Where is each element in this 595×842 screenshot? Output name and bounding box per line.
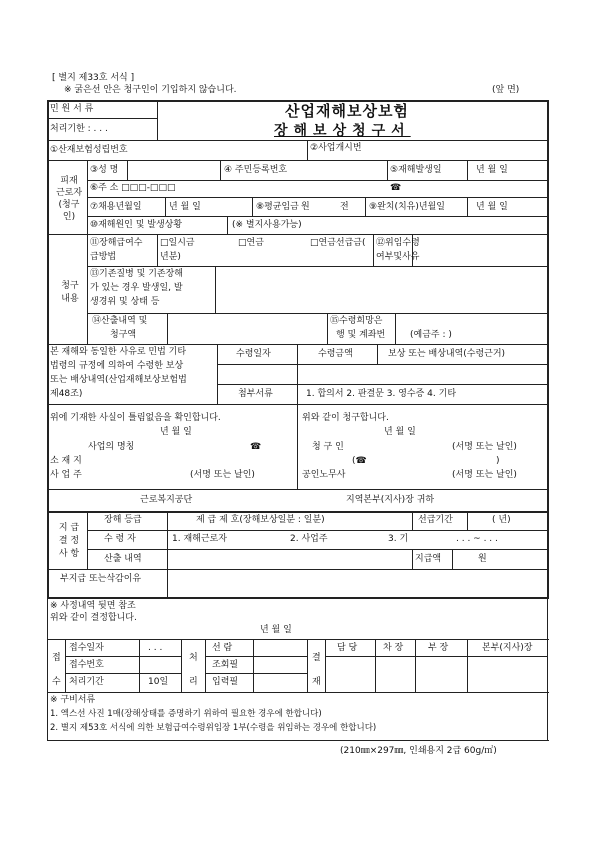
addressee-branch: 지역본부(지사)장 귀하 (346, 495, 435, 505)
claim-statement: 위와 같이 청구합니다. (302, 413, 389, 423)
option-lump-sum[interactable]: □일시금 (160, 238, 195, 248)
addressee-org: 근로복지공단 (140, 495, 193, 505)
calc-label-2: 청구액 (110, 330, 137, 340)
name-label: ③성 명 (90, 165, 119, 175)
claim-group-label: 청구 내용 (61, 281, 79, 304)
biz-phone-icon: ☎ (250, 442, 262, 452)
accident-date-value: 년 월 일 (476, 165, 508, 175)
prior-text-1: 본 재해와 동일한 사유로 민법 기타 (50, 347, 187, 357)
calc-label: ⑭산출내역 및 (92, 316, 148, 326)
cause-label: ⑩재해원인 및 발생상황 (90, 220, 183, 230)
labor-attorney-sign: (서명 또는 날인) (452, 470, 517, 480)
worker-group-label: 피재 근로자 (청구 인) (55, 176, 83, 222)
advance-period-value: ( 년) (492, 515, 511, 525)
comp-detail-header: 보상 또는 배상내역(수령근거) (388, 349, 506, 359)
cure-date-label: ⑨완치(치유)년월일 (369, 202, 445, 212)
paid-amount-label: 지급액 (415, 554, 442, 564)
decision-group-label: 지 급 결 정 사 항 (58, 523, 80, 559)
approver-manager: 부 장 (428, 643, 449, 653)
advance-period-label: 선급기간 (418, 515, 453, 525)
required-doc-2: 2. 별지 제53호 서식에 의한 보험급여수령위임장 1부(수령을 위임하는 경우에 한합니다) (50, 723, 377, 733)
approval-group-label: 결 재 (312, 653, 321, 687)
biz-name-label: 사업의 명칭 (88, 442, 135, 452)
location-label: 소 재 지 (50, 456, 82, 466)
approver-branch-head: 본부(지사)장 (482, 643, 533, 653)
existing-label: ⑬기존질병 및 기존장해 (90, 269, 183, 279)
recv-date-header: 수령일자 (236, 349, 271, 359)
review-note: ※ 사정내역 뒷면 참조 (50, 601, 136, 611)
process-period-label: 처리기간 (69, 677, 104, 687)
owner-label: 사 업 주 (50, 470, 82, 480)
recv-amount-header: 수령금액 (318, 349, 353, 359)
claimant-phone: (☎ (352, 456, 367, 466)
receipt-label: 민 원 서 류 (50, 104, 94, 114)
process-group-label: 처 리 (189, 653, 198, 687)
existing-label-3: 생경위 및 상태 등 (90, 297, 160, 307)
review-decision: 위와 같이 결정합니다. (50, 613, 137, 623)
form-title: 산업재해보상보험 (285, 102, 409, 120)
receipt-group-label: 접 수 (52, 653, 61, 687)
pay-method-label: ⑪장해급여수 (90, 238, 143, 248)
review-date: 년 월 일 (260, 625, 292, 635)
inquiry-label: 조회필 (212, 660, 239, 670)
receiver-period: . . . ~ . . . (456, 534, 498, 544)
option-pension[interactable]: □연금 (238, 238, 264, 248)
phone-icon: ☎ (390, 183, 402, 193)
refuse-reason-label: 부지급 또는삭감이유 (60, 574, 142, 584)
paid-amount-unit: 원 (478, 554, 487, 564)
calc-detail-label: 산출 내역 (104, 554, 142, 564)
form-number: [ 별지 제33호 서식 ] (52, 73, 135, 83)
wage-won-unit: 원 (301, 202, 310, 212)
existing-label-2: 가 있는 경우 발생일, 발 (90, 283, 183, 293)
owner-sign: (서명 또는 날인) (190, 470, 255, 480)
pay-method-label-2: 급방법 (90, 252, 117, 262)
depositor-label: (예금주 : ) (410, 330, 452, 340)
claimant-label: 청 구 인 (312, 442, 344, 452)
bank-label-2: 행 및 계좌번 (336, 330, 386, 340)
attach-label: 첨부서류 (238, 389, 273, 399)
cause-note: (※ 별지사용가능) (232, 220, 302, 230)
form-subtitle: 장해보상청구서 (274, 123, 411, 139)
grade-label: 장해 등급 (104, 515, 142, 525)
receiver-label: 수 령 자 (104, 534, 136, 544)
hire-date-value: 년 월 일 (169, 202, 201, 212)
bank-label: ⑮수령희망은 (330, 316, 383, 326)
business-start-label: ②사업개시번 (310, 143, 362, 153)
grade-value: 제 급 제 호(장해보상일분 : 일분) (196, 515, 325, 525)
receiver-option-1: 1. 재해근로자 (172, 534, 227, 544)
prior-text-2: 법령의 규정에 의하여 수령한 보상 (50, 361, 184, 371)
claim-date: 년 월 일 (384, 427, 416, 437)
form-notice: ※ 굵은선 안은 청구인이 기입하지 않습니다. (64, 85, 237, 95)
rrn-label: ④ 주민등록번호 (224, 165, 288, 175)
review-view-label: 선 람 (212, 643, 233, 653)
delegate-label: ⑫위임수령 (376, 238, 420, 248)
paper-spec: (210㎜×297㎜, 인쇄용지 2급 60g/㎡) (340, 746, 497, 756)
receipt-date-label: 접수일자 (69, 643, 104, 653)
receipt-date-value: . . . (148, 643, 163, 653)
address-label: ⑥주 소 □□□-□□□ (90, 183, 176, 193)
claimant-phone-close: ) (496, 456, 500, 466)
accident-date-label: ⑤재해발생일 (390, 165, 442, 175)
page-side: (앞 면) (492, 85, 520, 95)
option-lump-sum-2: 년분) (160, 252, 181, 262)
claimant-sign: (서명 또는 날인) (452, 442, 517, 452)
cure-date-value: 년 월 일 (476, 202, 508, 212)
process-period-value: 10일 (148, 677, 169, 687)
option-advance[interactable]: □연금선급금( (310, 238, 366, 248)
approver-staff: 담 당 (337, 643, 358, 653)
wage-jeon-unit: 전 (340, 202, 349, 212)
delegate-label-2: 여부및사유 (376, 252, 420, 262)
hire-date-label: ⑦채용년월일 (90, 202, 142, 212)
deadline-label: 처리기한 : . . . (50, 124, 108, 134)
approver-deputy: 차 장 (383, 643, 404, 653)
receiver-option-3: 3. 기 (388, 534, 409, 544)
receipt-no-label: 접수번호 (69, 660, 104, 670)
avg-wage-label: ⑧평균임금 (256, 202, 299, 212)
insurance-reg-no-label: ①산재보험성립번호 (50, 145, 128, 155)
required-docs-title: ※ 구비서류 (50, 695, 96, 705)
required-doc-1: 1. 엑스선 사진 1매(장해상태를 증명하기 위하여 필요한 경우에 한합니다) (50, 709, 322, 719)
labor-attorney-label: 공인노무사 (302, 470, 346, 480)
receiver-option-2: 2. 사업주 (290, 534, 328, 544)
confirm-text: 위에 기재한 사실이 틀림없음을 확인합니다. (50, 413, 221, 423)
attach-docs: 1. 합의서 2. 판결문 3. 영수증 4. 기타 (306, 389, 457, 399)
prior-text-3: 또는 배상내역(산업재해보상보험법 (50, 375, 187, 385)
confirm-date: 년 월 일 (160, 427, 192, 437)
prior-text-4: 제48조) (50, 389, 83, 399)
input-label: 입력필 (212, 677, 239, 687)
